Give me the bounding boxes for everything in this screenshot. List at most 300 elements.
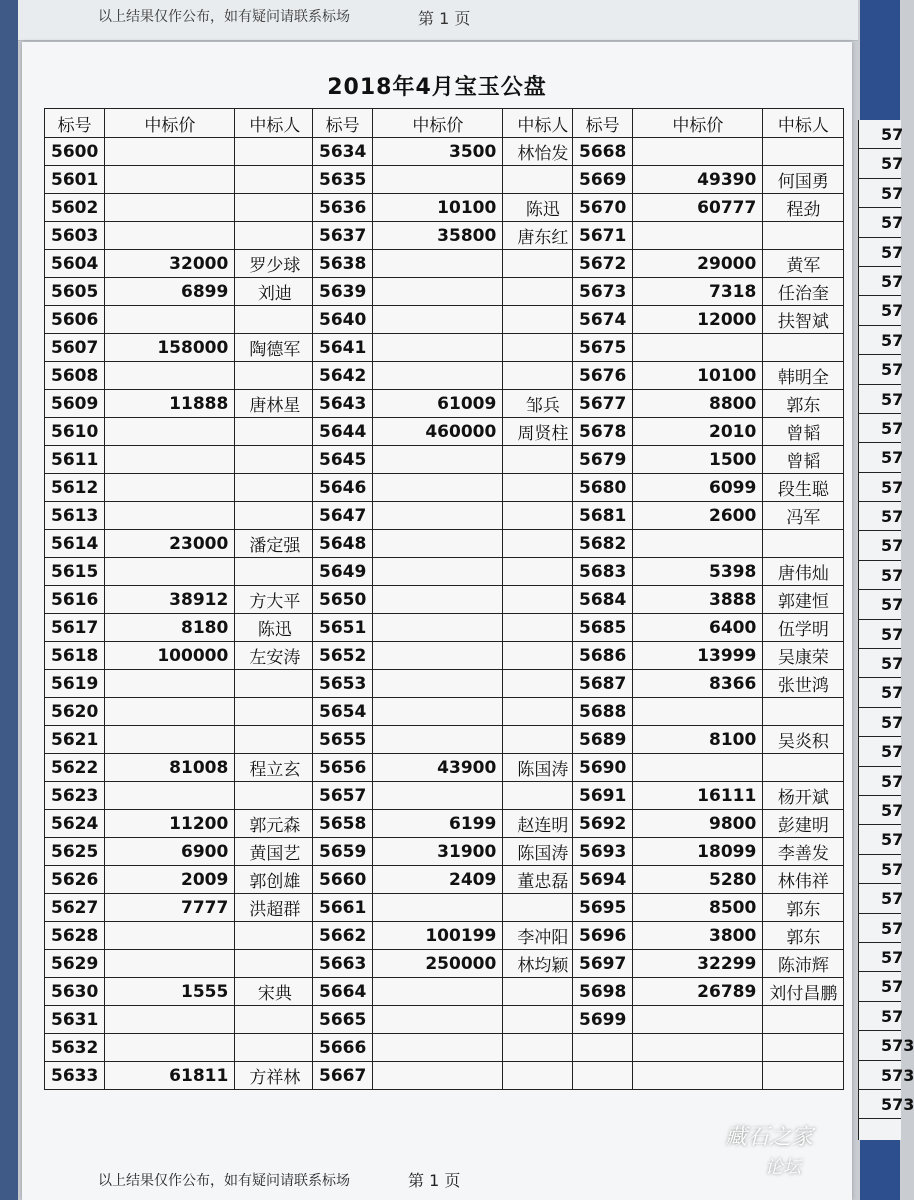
winning-price-cell — [105, 782, 235, 810]
winning-price-cell: 26789 — [633, 978, 763, 1006]
lot-number-cell: 5642 — [313, 362, 373, 390]
lot-number-cell: 5657 — [313, 782, 373, 810]
winning-price-cell — [105, 362, 235, 390]
winning-price-cell: 8100 — [633, 726, 763, 754]
lot-number-cell: 5641 — [313, 334, 373, 362]
winner-name-cell — [235, 698, 315, 726]
partial-lot-number: 57 — [859, 796, 901, 825]
winning-price-cell — [105, 726, 235, 754]
winning-price-cell — [373, 474, 503, 502]
lot-number-cell: 5615 — [45, 558, 105, 586]
winner-name-cell: 宋典 — [235, 978, 315, 1006]
partial-lot-number: 57 — [859, 326, 901, 355]
winning-price-cell: 3888 — [633, 586, 763, 614]
table-row — [573, 222, 844, 250]
table-row — [573, 642, 844, 670]
lot-number-cell: 5607 — [45, 334, 105, 362]
bid-results-sheet — [22, 42, 852, 1200]
winning-price-cell — [373, 698, 503, 726]
winner-name-cell — [763, 222, 844, 250]
winner-name-cell — [503, 446, 583, 474]
winner-name-cell — [235, 782, 315, 810]
lot-number-cell: 5670 — [573, 194, 633, 222]
table-row — [313, 530, 583, 558]
winning-price-cell: 6199 — [373, 810, 503, 838]
winning-price-cell — [105, 222, 235, 250]
table-row — [313, 1062, 583, 1090]
lot-number-cell: 5684 — [573, 586, 633, 614]
winner-name-cell: 黄国艺 — [235, 838, 315, 866]
table-row — [573, 1034, 844, 1062]
winning-price-cell — [105, 418, 235, 446]
partial-lot-number: 57 — [859, 267, 901, 296]
table-row — [573, 306, 844, 334]
winner-name-cell — [235, 222, 315, 250]
winning-price-cell — [105, 698, 235, 726]
lot-number-cell: 5618 — [45, 642, 105, 670]
table-row — [313, 950, 583, 978]
table-row — [45, 838, 315, 866]
winning-price-cell: 81008 — [105, 754, 235, 782]
table-row — [313, 362, 583, 390]
winning-price-cell — [373, 362, 503, 390]
lot-number-cell: 5621 — [45, 726, 105, 754]
lot-number-cell: 5601 — [45, 166, 105, 194]
winner-name-cell: 李冲阳 — [503, 922, 583, 950]
winning-price-cell: 100199 — [373, 922, 503, 950]
winner-name-cell: 吴炎积 — [763, 726, 844, 754]
winning-price-cell: 158000 — [105, 334, 235, 362]
table-row — [313, 418, 583, 446]
lot-number-cell: 5638 — [313, 250, 373, 278]
partial-lot-number: 57 — [859, 179, 901, 208]
table-row — [313, 222, 583, 250]
winning-price-cell — [373, 586, 503, 614]
winning-price-cell: 23000 — [105, 530, 235, 558]
winner-name-cell — [503, 726, 583, 754]
partial-lot-number: 57 — [859, 649, 901, 678]
winning-price-cell — [373, 614, 503, 642]
winner-name-cell — [503, 278, 583, 306]
winner-name-cell — [503, 502, 583, 530]
table-row — [313, 810, 583, 838]
lot-number-cell: 5676 — [573, 362, 633, 390]
winner-name-cell: 唐伟灿 — [763, 558, 844, 586]
winning-price-cell — [105, 166, 235, 194]
winning-price-cell — [105, 558, 235, 586]
header-note: 以上结果仅作公布，如有疑问请联系标场 — [98, 9, 350, 25]
column-header: 中标价 — [105, 109, 235, 138]
table-header-row — [45, 109, 315, 138]
partial-lot-number: 57 — [859, 825, 901, 854]
winning-price-cell — [633, 698, 763, 726]
winning-price-cell: 35800 — [373, 222, 503, 250]
winning-price-cell: 2009 — [105, 866, 235, 894]
partial-lot-number: 573 — [859, 1090, 901, 1119]
winning-price-cell: 60777 — [633, 194, 763, 222]
winning-price-cell — [105, 670, 235, 698]
winner-name-cell: 陶德军 — [235, 334, 315, 362]
winning-price-cell — [105, 138, 235, 166]
winning-price-cell — [105, 1006, 235, 1034]
table-row — [45, 502, 315, 530]
winning-price-cell — [105, 446, 235, 474]
table-row — [45, 474, 315, 502]
lot-number-cell: 5611 — [45, 446, 105, 474]
previous-sheet-footer — [18, 0, 858, 41]
lot-number-cell: 5668 — [573, 138, 633, 166]
table-row — [573, 670, 844, 698]
winning-price-cell: 2600 — [633, 502, 763, 530]
winner-name-cell — [235, 950, 315, 978]
winning-price-cell: 7318 — [633, 278, 763, 306]
table-row — [573, 362, 844, 390]
lot-number-cell: 5649 — [313, 558, 373, 586]
partial-lot-number: 57 — [859, 531, 901, 560]
lot-number-cell: 5699 — [573, 1006, 633, 1034]
table-row — [45, 362, 315, 390]
winning-price-cell: 6899 — [105, 278, 235, 306]
winner-name-cell — [235, 194, 315, 222]
table-row — [45, 1006, 315, 1034]
table-row — [45, 530, 315, 558]
table-row — [313, 1006, 583, 1034]
lot-number-cell: 5673 — [573, 278, 633, 306]
results-table-1 — [44, 108, 315, 1090]
table-row — [313, 726, 583, 754]
winning-price-cell: 1555 — [105, 978, 235, 1006]
table-row — [45, 950, 315, 978]
lot-number-cell: 5650 — [313, 586, 373, 614]
winner-name-cell: 何国勇 — [763, 166, 844, 194]
winner-name-cell: 李善发 — [763, 838, 844, 866]
table-row — [573, 502, 844, 530]
lot-number-cell: 5686 — [573, 642, 633, 670]
lot-number-cell: 5689 — [573, 726, 633, 754]
lot-number-cell: 5669 — [573, 166, 633, 194]
winning-price-cell — [105, 1034, 235, 1062]
winner-name-cell: 韩明全 — [763, 362, 844, 390]
winner-name-cell: 郭建恒 — [763, 586, 844, 614]
winning-price-cell: 8366 — [633, 670, 763, 698]
winner-name-cell: 黄军 — [763, 250, 844, 278]
winner-name-cell — [235, 362, 315, 390]
table-header-row — [313, 109, 583, 138]
winner-name-cell — [235, 306, 315, 334]
table-row — [313, 838, 583, 866]
winner-name-cell: 刘付昌鹏 — [763, 978, 844, 1006]
table-row — [45, 558, 315, 586]
lot-number-cell: 5693 — [573, 838, 633, 866]
winner-name-cell: 唐东红 — [503, 222, 583, 250]
lot-number-cell: 5645 — [313, 446, 373, 474]
table-row — [573, 614, 844, 642]
winner-name-cell — [503, 362, 583, 390]
winning-price-cell — [105, 194, 235, 222]
table-row — [573, 838, 844, 866]
winner-name-cell — [763, 754, 844, 782]
table-row — [573, 194, 844, 222]
table-row — [573, 698, 844, 726]
lot-number-cell: 5675 — [573, 334, 633, 362]
table-row — [573, 390, 844, 418]
table-row — [573, 418, 844, 446]
lot-number-cell: 5652 — [313, 642, 373, 670]
partial-lot-number: 57 — [859, 884, 901, 913]
lot-number-cell: 5654 — [313, 698, 373, 726]
table-row — [45, 390, 315, 418]
winning-price-cell — [373, 558, 503, 586]
lot-number-cell: 5683 — [573, 558, 633, 586]
table-row — [573, 474, 844, 502]
table-row — [573, 950, 844, 978]
partial-lot-number: 57 — [859, 855, 901, 884]
table-row — [45, 278, 315, 306]
table-row — [45, 782, 315, 810]
table-row — [45, 614, 315, 642]
winning-price-cell: 6900 — [105, 838, 235, 866]
table-row — [573, 1062, 844, 1090]
winning-price-cell: 32000 — [105, 250, 235, 278]
partial-lot-number: 57 — [859, 120, 901, 149]
table-row — [573, 894, 844, 922]
winner-name-cell: 潘定强 — [235, 530, 315, 558]
winning-price-cell — [373, 1034, 503, 1062]
winning-price-cell — [373, 530, 503, 558]
winner-name-cell: 扶智斌 — [763, 306, 844, 334]
lot-number-cell: 5635 — [313, 166, 373, 194]
column-header: 中标价 — [633, 109, 763, 138]
winning-price-cell — [633, 222, 763, 250]
table-row — [313, 866, 583, 894]
lot-number-cell: 5672 — [573, 250, 633, 278]
winning-price-cell — [105, 502, 235, 530]
table-row — [45, 642, 315, 670]
lot-number-cell — [573, 1062, 633, 1090]
winner-name-cell: 张世鸿 — [763, 670, 844, 698]
lot-number-cell: 5695 — [573, 894, 633, 922]
lot-number-cell: 5651 — [313, 614, 373, 642]
table-row — [313, 502, 583, 530]
lot-number-cell: 5694 — [573, 866, 633, 894]
column-header: 中标价 — [373, 109, 503, 138]
lot-number-cell: 5624 — [45, 810, 105, 838]
partial-lot-number: 57 — [859, 561, 901, 590]
partial-lot-number: 57 — [859, 385, 901, 414]
partial-lot-number: 573 — [859, 1031, 901, 1060]
winner-name-cell — [235, 670, 315, 698]
lot-number-cell: 5696 — [573, 922, 633, 950]
winner-name-cell — [235, 446, 315, 474]
results-table-2 — [312, 108, 583, 1090]
column-header: 标号 — [45, 109, 105, 138]
winner-name-cell: 任治奎 — [763, 278, 844, 306]
winning-price-cell — [633, 530, 763, 558]
winning-price-cell: 8500 — [633, 894, 763, 922]
lot-number-cell: 5626 — [45, 866, 105, 894]
table-row — [45, 1062, 315, 1090]
winning-price-cell — [373, 250, 503, 278]
winner-name-cell — [763, 138, 844, 166]
winner-name-cell — [503, 166, 583, 194]
winner-name-cell: 冯军 — [763, 502, 844, 530]
table-row — [313, 446, 583, 474]
winner-name-cell — [763, 1006, 844, 1034]
winning-price-cell — [373, 306, 503, 334]
winner-name-cell: 郭东 — [763, 894, 844, 922]
table-row — [573, 446, 844, 474]
lot-number-cell: 5679 — [573, 446, 633, 474]
lot-number-cell: 5690 — [573, 754, 633, 782]
lot-number-cell: 5628 — [45, 922, 105, 950]
winner-name-cell — [503, 1034, 583, 1062]
winning-price-cell: 8180 — [105, 614, 235, 642]
winner-name-cell — [235, 726, 315, 754]
table-row — [313, 474, 583, 502]
winning-price-cell — [373, 502, 503, 530]
winning-price-cell: 100000 — [105, 642, 235, 670]
lot-number-cell: 5659 — [313, 838, 373, 866]
lot-number-cell: 5613 — [45, 502, 105, 530]
table-row — [313, 614, 583, 642]
winner-name-cell — [235, 502, 315, 530]
winning-price-cell: 9800 — [633, 810, 763, 838]
winner-name-cell: 郭东 — [763, 922, 844, 950]
winning-price-cell: 2409 — [373, 866, 503, 894]
lot-number-cell: 5648 — [313, 530, 373, 558]
partial-lot-number: 57 — [859, 414, 901, 443]
winner-name-cell — [503, 1062, 583, 1090]
table-row — [45, 138, 315, 166]
winner-name-cell: 赵连明 — [503, 810, 583, 838]
table-row — [45, 194, 315, 222]
lot-number-cell: 5619 — [45, 670, 105, 698]
lot-number-cell: 5606 — [45, 306, 105, 334]
winning-price-cell — [633, 1034, 763, 1062]
lot-number-cell: 5666 — [313, 1034, 373, 1062]
table-header-row — [573, 109, 844, 138]
lot-number-cell: 5653 — [313, 670, 373, 698]
table-row — [45, 866, 315, 894]
lot-number-cell: 5665 — [313, 1006, 373, 1034]
lot-number-cell: 5655 — [313, 726, 373, 754]
partial-lot-number: 57 — [859, 767, 901, 796]
lot-number-cell: 5687 — [573, 670, 633, 698]
lot-number-cell: 5634 — [313, 138, 373, 166]
winner-name-cell — [503, 670, 583, 698]
lot-number-cell: 5658 — [313, 810, 373, 838]
table-row — [313, 978, 583, 1006]
table-row — [45, 222, 315, 250]
table-row — [45, 418, 315, 446]
partial-lot-number: 57 — [859, 355, 901, 384]
partial-lot-number: 573 — [859, 1061, 901, 1090]
winner-name-cell: 郭东 — [763, 390, 844, 418]
winning-price-cell: 6400 — [633, 614, 763, 642]
table-row — [45, 698, 315, 726]
winner-name-cell: 周贤柱 — [503, 418, 583, 446]
lot-number-cell: 5691 — [573, 782, 633, 810]
winner-name-cell: 陈国涛 — [503, 754, 583, 782]
lot-number-cell: 5671 — [573, 222, 633, 250]
table-row — [313, 250, 583, 278]
winning-price-cell — [373, 978, 503, 1006]
winner-name-cell — [503, 474, 583, 502]
lot-number-cell: 5605 — [45, 278, 105, 306]
table-row — [313, 306, 583, 334]
column-header: 标号 — [573, 109, 633, 138]
partial-lot-number: 57 — [859, 972, 901, 1001]
winning-price-cell — [633, 138, 763, 166]
winning-price-cell: 6099 — [633, 474, 763, 502]
winning-price-cell — [105, 306, 235, 334]
lot-number-cell: 5636 — [313, 194, 373, 222]
watermark-line-1: 藏石之家 — [725, 1125, 814, 1150]
lot-number-cell: 5688 — [573, 698, 633, 726]
lot-number-cell: 5680 — [573, 474, 633, 502]
winner-name-cell — [235, 166, 315, 194]
partial-lot-number: 57 — [859, 443, 901, 472]
lot-number-cell: 5646 — [313, 474, 373, 502]
winner-name-cell — [503, 614, 583, 642]
partial-lot-number: 57 — [859, 502, 901, 531]
table-row — [45, 586, 315, 614]
winning-price-cell — [373, 334, 503, 362]
winning-price-cell — [373, 1006, 503, 1034]
lot-number-cell: 5640 — [313, 306, 373, 334]
winner-name-cell: 伍学明 — [763, 614, 844, 642]
table-row — [313, 166, 583, 194]
winning-price-cell: 61811 — [105, 1062, 235, 1090]
lot-number-cell: 5662 — [313, 922, 373, 950]
lot-number-cell: 5677 — [573, 390, 633, 418]
lot-number-cell: 5660 — [313, 866, 373, 894]
lot-number-cell: 5612 — [45, 474, 105, 502]
footer-note: 以上结果仅作公布，如有疑问请联系标场 — [98, 1173, 350, 1189]
lot-number-cell: 5639 — [313, 278, 373, 306]
lot-number-cell: 5661 — [313, 894, 373, 922]
winner-name-cell — [235, 1006, 315, 1034]
table-row — [313, 558, 583, 586]
winner-name-cell — [235, 1034, 315, 1062]
lot-number-cell: 5698 — [573, 978, 633, 1006]
winner-name-cell: 陈迅 — [235, 614, 315, 642]
winner-name-cell: 林均颖 — [503, 950, 583, 978]
winning-price-cell — [373, 166, 503, 194]
winner-name-cell — [235, 558, 315, 586]
lot-number-cell: 5681 — [573, 502, 633, 530]
table-row — [573, 558, 844, 586]
lot-number-cell: 5629 — [45, 950, 105, 978]
winning-price-cell: 460000 — [373, 418, 503, 446]
winning-price-cell: 3500 — [373, 138, 503, 166]
winner-name-cell: 邹兵 — [503, 390, 583, 418]
lot-number-cell: 5610 — [45, 418, 105, 446]
lot-number-cell: 5614 — [45, 530, 105, 558]
winner-name-cell — [503, 250, 583, 278]
winner-name-cell — [503, 586, 583, 614]
table-row — [45, 978, 315, 1006]
partial-lot-number: 57 — [859, 943, 901, 972]
winner-name-cell — [763, 530, 844, 558]
table-row — [313, 670, 583, 698]
winning-price-cell: 5280 — [633, 866, 763, 894]
table-row — [313, 894, 583, 922]
lot-number-cell: 5663 — [313, 950, 373, 978]
lot-number-cell: 5620 — [45, 698, 105, 726]
winning-price-cell: 11200 — [105, 810, 235, 838]
table-row — [45, 446, 315, 474]
